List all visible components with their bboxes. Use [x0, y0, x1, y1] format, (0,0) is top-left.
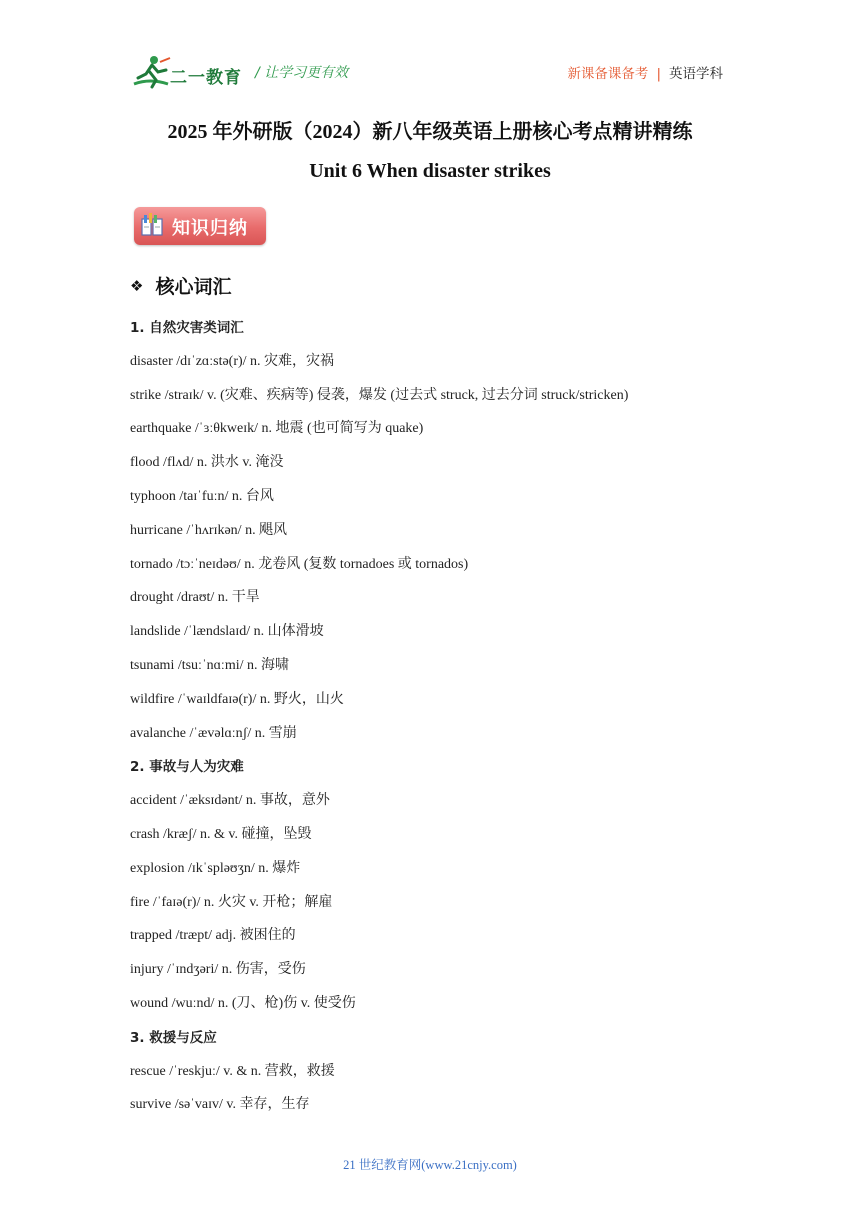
header-subject: 英语学科: [669, 66, 723, 82]
category-heading: 2. 事故与人为灾难: [130, 759, 244, 776]
vocab-entry: typhoon /taɪˈfuːn/ n. 台风: [130, 489, 274, 504]
page-footer: 21 世纪教育网(www.21cnjy.com): [343, 1158, 517, 1172]
header-right-label: 新课备课备考: [567, 66, 649, 82]
vocab-entry: explosion /ɪkˈspləʊʒn/ n. 爆炸: [130, 860, 301, 876]
vocab-entry: accident /ˈæksɪdənt/ n. 事故，意外: [130, 793, 330, 809]
section-heading: [130, 272, 231, 299]
document-title: 2025 年外研版（2024）新八年级英语上册核心考点精讲精练: [167, 121, 693, 143]
vocab-entry: disaster /dɪˈzɑːstə(r)/ n. 灾难，灾祸: [130, 353, 335, 369]
vocab-entry: drought /draʊt/ n. 干旱: [130, 590, 260, 606]
header-separator: |: [656, 66, 661, 82]
vocab-entry: landslide /ˈlændslaɪd/ n. 山体滑坡: [130, 624, 324, 640]
vocab-entry: tornado /tɔːˈneɪdəʊ/ n. 龙卷风 (复数 tornadoes 或 tornados): [130, 556, 469, 572]
header-right: [567, 62, 723, 82]
vocab-entry: strike /straɪk/ v. (灾难、疾病等) 侵袭，爆发 (过去式 struck, 过去分词 struck/stricken): [130, 387, 629, 403]
knowledge-badge: [134, 207, 266, 245]
book-icon: [140, 213, 164, 239]
vocab-entry: earthquake /ˈɜːθkweɪk/ n. 地震 (也可简写为 quake): [130, 421, 424, 437]
vocab-entry: rescue /ˈreskjuː/ v. & n. 营救，救援: [130, 1063, 335, 1079]
vocab-entry: survive /səˈvaɪv/ v. 幸存，生存: [130, 1097, 310, 1113]
logo-text: 二一教育: [170, 68, 242, 88]
vocab-entry: flood /flʌd/ n. 洪水 v. 淹没: [130, 455, 284, 471]
vocab-entry: wildfire /ˈwaɪldfaɪə(r)/ n. 野火，山火: [130, 691, 344, 707]
unit-title: Unit 6 When disaster strikes: [309, 160, 551, 182]
category-heading: 1. 自然灾害类词汇: [130, 320, 244, 336]
vocab-entry: hurricane /ˈhʌrɪkən/ n. 飓风: [130, 522, 288, 538]
vocab-entry: tsunami /tsuːˈnɑːmi/ n. 海啸: [130, 658, 289, 673]
diamond-bullet-icon: ❖: [130, 277, 144, 295]
vocab-entry: avalanche /ˈævəlɑːnʃ/ n. 雪崩: [130, 725, 297, 741]
vocab-entry: crash /kræʃ/ n. & v. 碰撞，坠毁: [130, 827, 312, 842]
section-title: 核心词汇: [155, 276, 232, 298]
header-slogan: / 让学习更有效: [255, 65, 349, 81]
vocab-entry: fire /ˈfaɪə(r)/ n. 火灾 v. 开枪；解雇: [130, 894, 333, 910]
page-header: [0, 0, 860, 100]
vocab-entry: wound /wuːnd/ n. (刀、枪)伤 v. 使受伤: [130, 996, 356, 1011]
category-heading: 3. 救援与反应: [130, 1029, 217, 1046]
badge-label: 知识归纳: [172, 218, 248, 239]
vocab-entry: trapped /træpt/ adj. 被困住的: [130, 928, 296, 944]
vocab-entry: injury /ˈɪndʒəri/ n. 伤害，受伤: [130, 962, 306, 978]
